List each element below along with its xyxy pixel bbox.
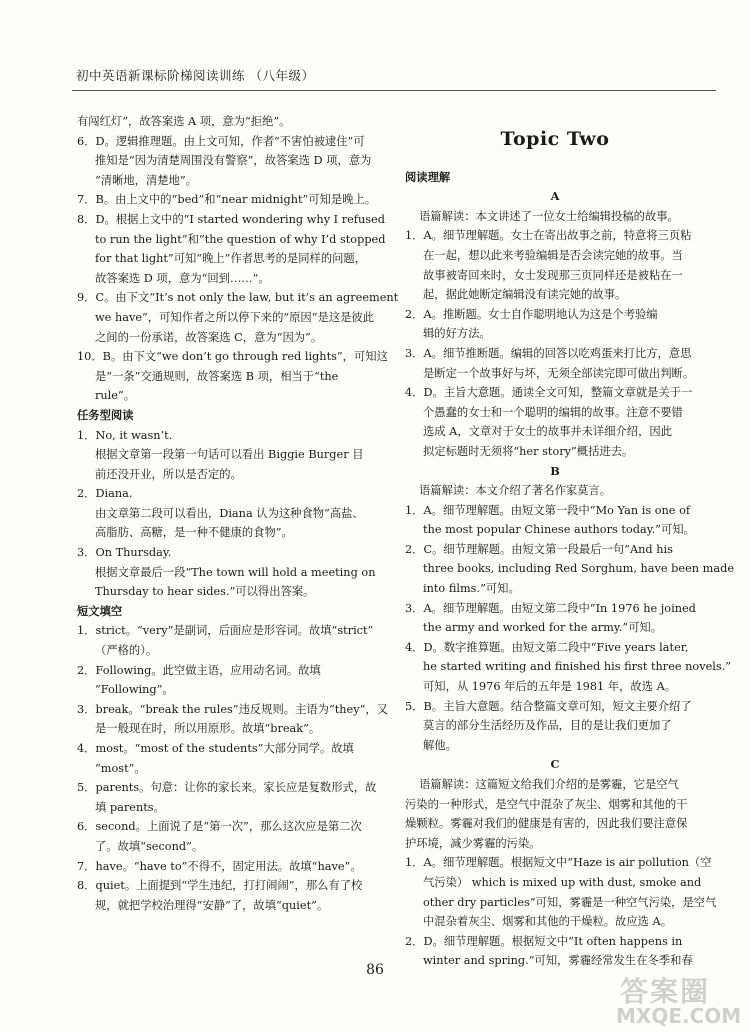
answer-line: 7．have。“have to”不得不，固定用法。故填“have”。 — [77, 859, 362, 873]
answer-line: “most”。 — [95, 761, 146, 775]
left-column — [77, 112, 399, 915]
answer-line: 8．D。根据上文中的“I started wondering why I refused — [77, 212, 385, 226]
answer-line: three books, including Red Sorghum, have been made — [423, 562, 735, 576]
answer-line: 选成 A，文章对于女士的故事并未详细介绍，因此 — [423, 425, 672, 439]
answer-line: 起，据此她断定编辑没有读完她的故事。 — [423, 288, 627, 302]
answer-line: 故事被寄回来时，女士发现那三页同样还是被粘在一 — [423, 268, 683, 282]
answer-line: （严格的）。 — [95, 644, 158, 658]
answer-item — [405, 697, 705, 756]
answer-line: 根据文章最后一段“The town will hold a meeting on — [95, 565, 376, 579]
answer-item — [405, 305, 705, 344]
answer-line: 解他。 — [423, 738, 457, 752]
answer-line: 4．D。数字推算题。由短文第二段中“Five years later, — [405, 640, 689, 654]
answer-line: 可知，从 1976 年后的五年是 1981 年，故选 A。 — [423, 680, 677, 694]
answer-line: Thursday to hear sides.”可以得出答案。 — [95, 585, 315, 599]
answer-line: 之间的一份承诺，故答案选 C，意为“因为”。 — [95, 330, 323, 344]
answer-item — [405, 226, 705, 304]
answer-line: “清晰地，清楚地”。 — [95, 173, 197, 187]
answer-line: 高脂肪、高糖，是一种不健康的食物”。 — [95, 526, 293, 540]
answer-line: the army and worked for the army.”可知。 — [423, 621, 663, 635]
answer-item — [77, 484, 371, 543]
watermark-url: MXQE.COM — [616, 1004, 742, 1028]
right-column — [405, 112, 735, 971]
answer-line: 在一起，想以此来考验编辑是否会读完她的故事。当 — [423, 248, 683, 262]
answer-line: 7．B。由上文中的“bed”和“near midnight”可知是晚上。 — [77, 193, 377, 207]
section-heading-task: 任务型阅读 — [77, 407, 134, 422]
answer-line: the most popular Chinese authors today.”可知。 — [423, 523, 695, 537]
answer-item — [77, 190, 377, 210]
passage-intro-line: 燥颗粒。雾霾对我们的健康是有害的，因此我们要注意保 — [405, 817, 688, 831]
answer-line: 由文章第二段可以看出，Diana 认为这种食物“高盐、 — [95, 506, 364, 520]
answer-line: 辑的好方法。 — [423, 327, 491, 341]
running-head: 初中英语新课标阶梯阅读训练 （八年级） — [76, 68, 315, 83]
answer-item — [405, 344, 705, 383]
answer-line: he started writing and finished his first three novels.” — [423, 660, 732, 674]
section-heading-reading: 阅读理解 — [405, 169, 451, 184]
answer-line: 填 parents。 — [95, 800, 165, 814]
answer-line: 3．On Thursday. — [77, 546, 172, 560]
answer-line: we have”，可知作者之所以停下来的“原因”是这是彼此 — [95, 310, 374, 324]
answer-line: 3．A。细节推断题。编辑的回答以吃鸡蛋来打比方，意思 — [405, 346, 692, 360]
answer-line: 中混杂着灰尘、烟雾和其他的干燥粒。故应选 A。 — [423, 915, 672, 929]
answer-item — [405, 638, 732, 697]
passage-intro-line: 护环境，减少雾霾的污染。 — [405, 836, 541, 850]
answer-item — [405, 383, 705, 461]
answer-line: 6．D。逻辑推理题。由上文可知，作者“不害怕被逮住”可 — [77, 134, 365, 148]
answer-line: 根据文章第一段第一句话可以看出 Biggie Burger 目 — [95, 448, 364, 462]
answer-line: other dry particles”可知，雾霾是一种空气污染，是空气 — [423, 895, 717, 909]
answer-item — [77, 210, 386, 288]
answer-item — [405, 599, 705, 638]
answer-line: winter and spring.”可知，雾霾经常发生在冬季和春 — [423, 954, 693, 968]
answer-line: into films.”可知。 — [423, 582, 520, 596]
answer-item — [77, 621, 374, 660]
answer-line: for that light”可知“晚上”作者思考的是同样的问题， — [95, 252, 367, 266]
answer-line: “Following”。 — [95, 683, 174, 697]
answer-line: 规，就把学校治理得“安静”了，故填“quiet”。 — [95, 898, 329, 912]
answer-line: 故答案选 D 项，意为“回到……”。 — [95, 271, 270, 285]
answer-line: 2．A。推断题。女士自作聪明地认为这是个考验编 — [405, 307, 658, 321]
answer-item — [77, 661, 371, 700]
answer-line: 个愚蠢的女士和一个聪明的编辑的故事。注意不要错 — [423, 405, 683, 419]
answer-line: 5．parents。句意：让你的家长来。家长应是复数形式，故 — [77, 781, 377, 795]
answer-line: 2．Following。此空做主语，应用动名词。故填 — [77, 663, 321, 677]
answer-line: 1．strict。“very”是副词，后面应是形容词。故填“strict” — [77, 624, 374, 638]
answer-line: 10．B。由下文“we don’t go through red lights”，可知这 — [77, 350, 388, 364]
passage-intro-line: 污染的一种形式，是空气中混杂了灰尘、烟雾和其他的干 — [405, 797, 688, 811]
answer-line: 了。故填“second”。 — [95, 839, 204, 853]
passage-letter: B — [550, 463, 560, 478]
answer-item — [405, 501, 705, 540]
answer-line: 6．second。上面说了是“第一次”，那么这次应是第二次 — [77, 820, 362, 834]
answer-line: 前还没开业，所以是否定的。 — [95, 467, 242, 481]
answer-line: 是一般现在时，所以用原形。故填“break”。 — [95, 722, 321, 736]
answer-line: 2．Diana. — [77, 487, 133, 501]
answer-item — [77, 857, 371, 877]
answer-item — [77, 288, 399, 347]
answer-line: 4．most。“most of the students”大部分同学。故填 — [77, 742, 354, 755]
watermark-text: 答案圈 — [620, 975, 711, 1008]
answer-line: 1．A。细节理解题。由短文第一段中“Mo Yan is one of — [405, 503, 691, 517]
answer-line: 气污染） which is mixed up with dust, smoke and — [423, 875, 702, 889]
answer-line: 1．A。细节理解题。女士在寄出故事之前，特意将三页粘 — [405, 229, 692, 243]
answer-line: to run the light”和“the question of why I’d stopped — [95, 232, 386, 246]
answer-line: 是断定一个故事好与坏，无须全部读完即可做出判断。 — [423, 366, 695, 380]
header-rule — [72, 90, 716, 91]
watermark-logo — [610, 968, 750, 1032]
answer-line: 4．D。主旨大意题。通读全文可知，整篇文章就是关于一 — [405, 386, 693, 400]
answer-line: 1．A。细节理解题。根据短文中“Haze is air pollution（空 — [405, 856, 712, 870]
continuation-line: 有闯红灯”，故答案选 A 项，意为“拒绝”。 — [77, 115, 291, 128]
answer-line: 2．C。细节理解题。由短文第一段最后一句“And his — [405, 542, 673, 556]
answer-line: 3．break。“break the rules”违反规则。主语为“they”，又 — [77, 702, 388, 716]
answer-line: 9．C。由下文“It’s not only the law, but it’s an agreement — [77, 291, 399, 305]
section-heading-fill: 短文填空 — [77, 603, 123, 618]
answer-line: 拟定标题时无须将“her story”概括进去。 — [423, 444, 634, 458]
answer-line: 是“一条”交通规则，故答案选 B 项，相当于“the — [95, 369, 339, 383]
passage-intro-line: 语篇解读：本文介绍了著名作家莫言。 — [419, 484, 612, 498]
answer-line: 莫言的部分生活经历及作品，目的是让我们更加了 — [423, 719, 672, 733]
answer-line: 2．D。细节理解题。根据短文中“It often happens in — [405, 934, 683, 948]
answer-line: 1．No, it wasn’t. — [77, 428, 173, 442]
answer-item — [77, 876, 371, 915]
answer-item — [77, 817, 371, 856]
answer-item — [77, 426, 371, 485]
answer-item — [405, 853, 717, 931]
topic-title: Topic Two — [500, 128, 610, 150]
answer-item — [77, 347, 388, 406]
page-number: 86 — [366, 962, 384, 978]
answer-item — [77, 778, 377, 817]
answer-line: 8．quiet。上面提到“学生违纪，打打闹闹”，那么有了校 — [77, 879, 363, 893]
answer-line: 5．B。主旨大意题。结合整篇文章可知，短文主要介绍了 — [405, 699, 692, 713]
answer-line: 3．A。细节理解题。由短文第二段中“In 1976 he joined — [405, 601, 696, 615]
answer-item — [77, 132, 371, 191]
answer-item — [77, 543, 376, 602]
passage-letter: A — [550, 189, 560, 204]
answer-line: rule”。 — [95, 389, 136, 403]
answer-line: 推知是“因为清楚周围没有警察”，故答案选 D 项，意为 — [95, 154, 372, 168]
answer-item — [77, 739, 371, 778]
answer-item — [405, 540, 735, 599]
passage-letter: C — [550, 757, 560, 772]
answer-item — [77, 700, 388, 739]
passage-intro-line: 语篇解读：这篇短文给我们介绍的是雾霾，它是空气 — [419, 778, 679, 791]
passage-intro-line: 语篇解读：本文讲述了一位女士给编辑投稿的故事。 — [419, 209, 679, 223]
